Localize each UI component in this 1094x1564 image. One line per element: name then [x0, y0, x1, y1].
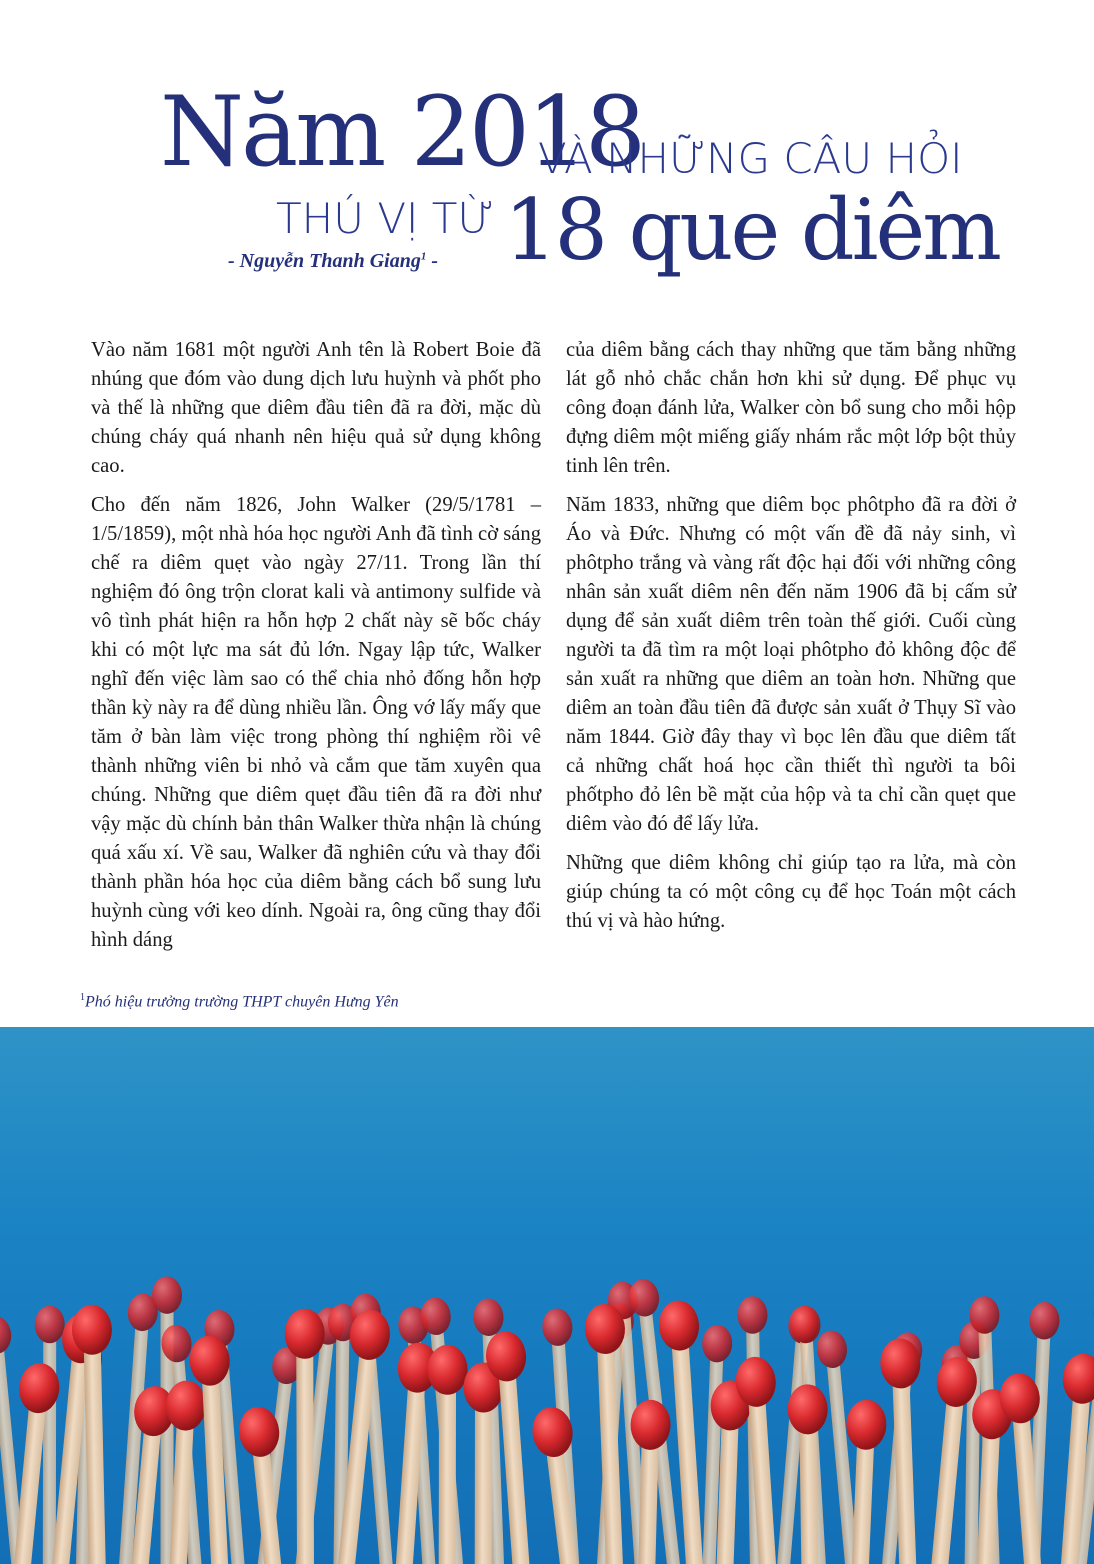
- paragraph: Những que diêm không chỉ giúp tạo ra lửa, mà còn giúp chúng ta có một công cụ để học Toán một cách thú vị và hào hứng.: [566, 852, 1016, 932]
- paragraph: Cho đến năm 1826, John Walker (29/5/1781 – 1/5/1859), một nhà hóa học người Anh đã tình cờ sáng chế ra diêm quẹt vào ngày 27/11. Trong lần thí nghiệm đó ông trộn clorat kali và antimony sulfide và vô tình phát hiện ra hỗn hợp 2 chất này sẽ bốc cháy khi có một lực ma sát đủ lớn. Ngay lập tức, Walker nghĩ đến việc làm sao có thể chia nhỏ đống hỗn hợp thần kỳ này ra để dùng nhiều lần. Ông vớ lấy mấy que tăm ở bàn làm việc trong phòng thí nghiệm rồi vê thành những viên bi nhỏ và cắm que tăm xuyên qua chúng. Những que diêm quẹt đầu tiên đã ra đời như vậy mặc dù chính bản thân Walker thừa nhận là chúng quá xấu xí. Về sau, Walker đã nghiên cứu và thay đổi thành phần hóa học của diêm bằng cách bổ sung lưu huỳnh cùng với keo dính. Ngoài ra, ông cũng thay đổi hình dáng: [91, 494, 541, 951]
- matchstick: [427, 1345, 467, 1564]
- article-column-right: [566, 336, 1016, 946]
- author-footnote-mark: 1: [420, 250, 427, 263]
- author-byline: [228, 250, 438, 273]
- matchsticks-illustration: [0, 1027, 1094, 1564]
- paragraph: Vào năm 1681 một người Anh tên là Robert Boie đã nhúng que đóm vào dung dịch lưu huỳnh và phốt pho và thế là những que diêm đầu tiên đã ra đời, mặc dù chúng cháy quá nhanh nên hiệu quả sử dụng không cao.: [91, 339, 541, 477]
- matchsticks-photo: [0, 1027, 1094, 1564]
- footnote-mark: 1: [80, 992, 85, 1003]
- paragraph: Năm 1833, những que diêm bọc phôtpho đã ra đời ở Áo và Đức. Nhưng có một vấn đề đã nảy sinh, vì phôtpho trắng và vàng rất độc hại đối với những công nhân sản xuất diêm nên đến năm 1906 đã bị cấm sử dụng để sản xuất diêm trên toàn thế giới. Cuối cùng người ta đã tìm ra một loại phôtpho đỏ không độc để sản xuất ra những que diêm an toàn hơn. Những que diêm an toàn đầu tiên đã được sản xuất ở Thụy Sĩ vào năm 1844. Giờ đây thay vì bọc lên đầu que diêm tất cả những chất hoá học cần thiết thì người ta bôi phốtpho đỏ lên bề mặt của hộp và ta chỉ cần quẹt que diêm vào đó để lấy lửa.: [566, 494, 1016, 835]
- matchstick: [530, 1405, 591, 1564]
- title-year: Năm 2018: [160, 76, 644, 188]
- author-name: - Nguyễn Thanh Giang: [228, 250, 421, 272]
- article-column-left: [91, 336, 541, 965]
- paragraph: của diêm bằng cách thay những que tăm bằng những lát gỗ nhỏ chắc chắn hơn khi sử dụng. Để phục vụ công đoạn đánh lửa, Walker còn bổ sung cho mỗi hộp đựng diêm một miếng giấy nhám rắc một lớp bột thủy tinh lên trên.: [566, 339, 1016, 477]
- title-matches: 18 que diêm: [504, 181, 999, 279]
- title-subtitle-line2: THÚ VỊ TỪ: [276, 194, 495, 243]
- author-dash: -: [426, 250, 438, 272]
- title-block: [0, 0, 1094, 320]
- title-subtitle-line1: VÀ NHỮNG CÂU HỎI: [538, 134, 963, 183]
- footnote: [80, 992, 399, 1011]
- footnote-text: Phó hiệu trưởng trường THPT chuyên Hưng Yên: [85, 993, 399, 1011]
